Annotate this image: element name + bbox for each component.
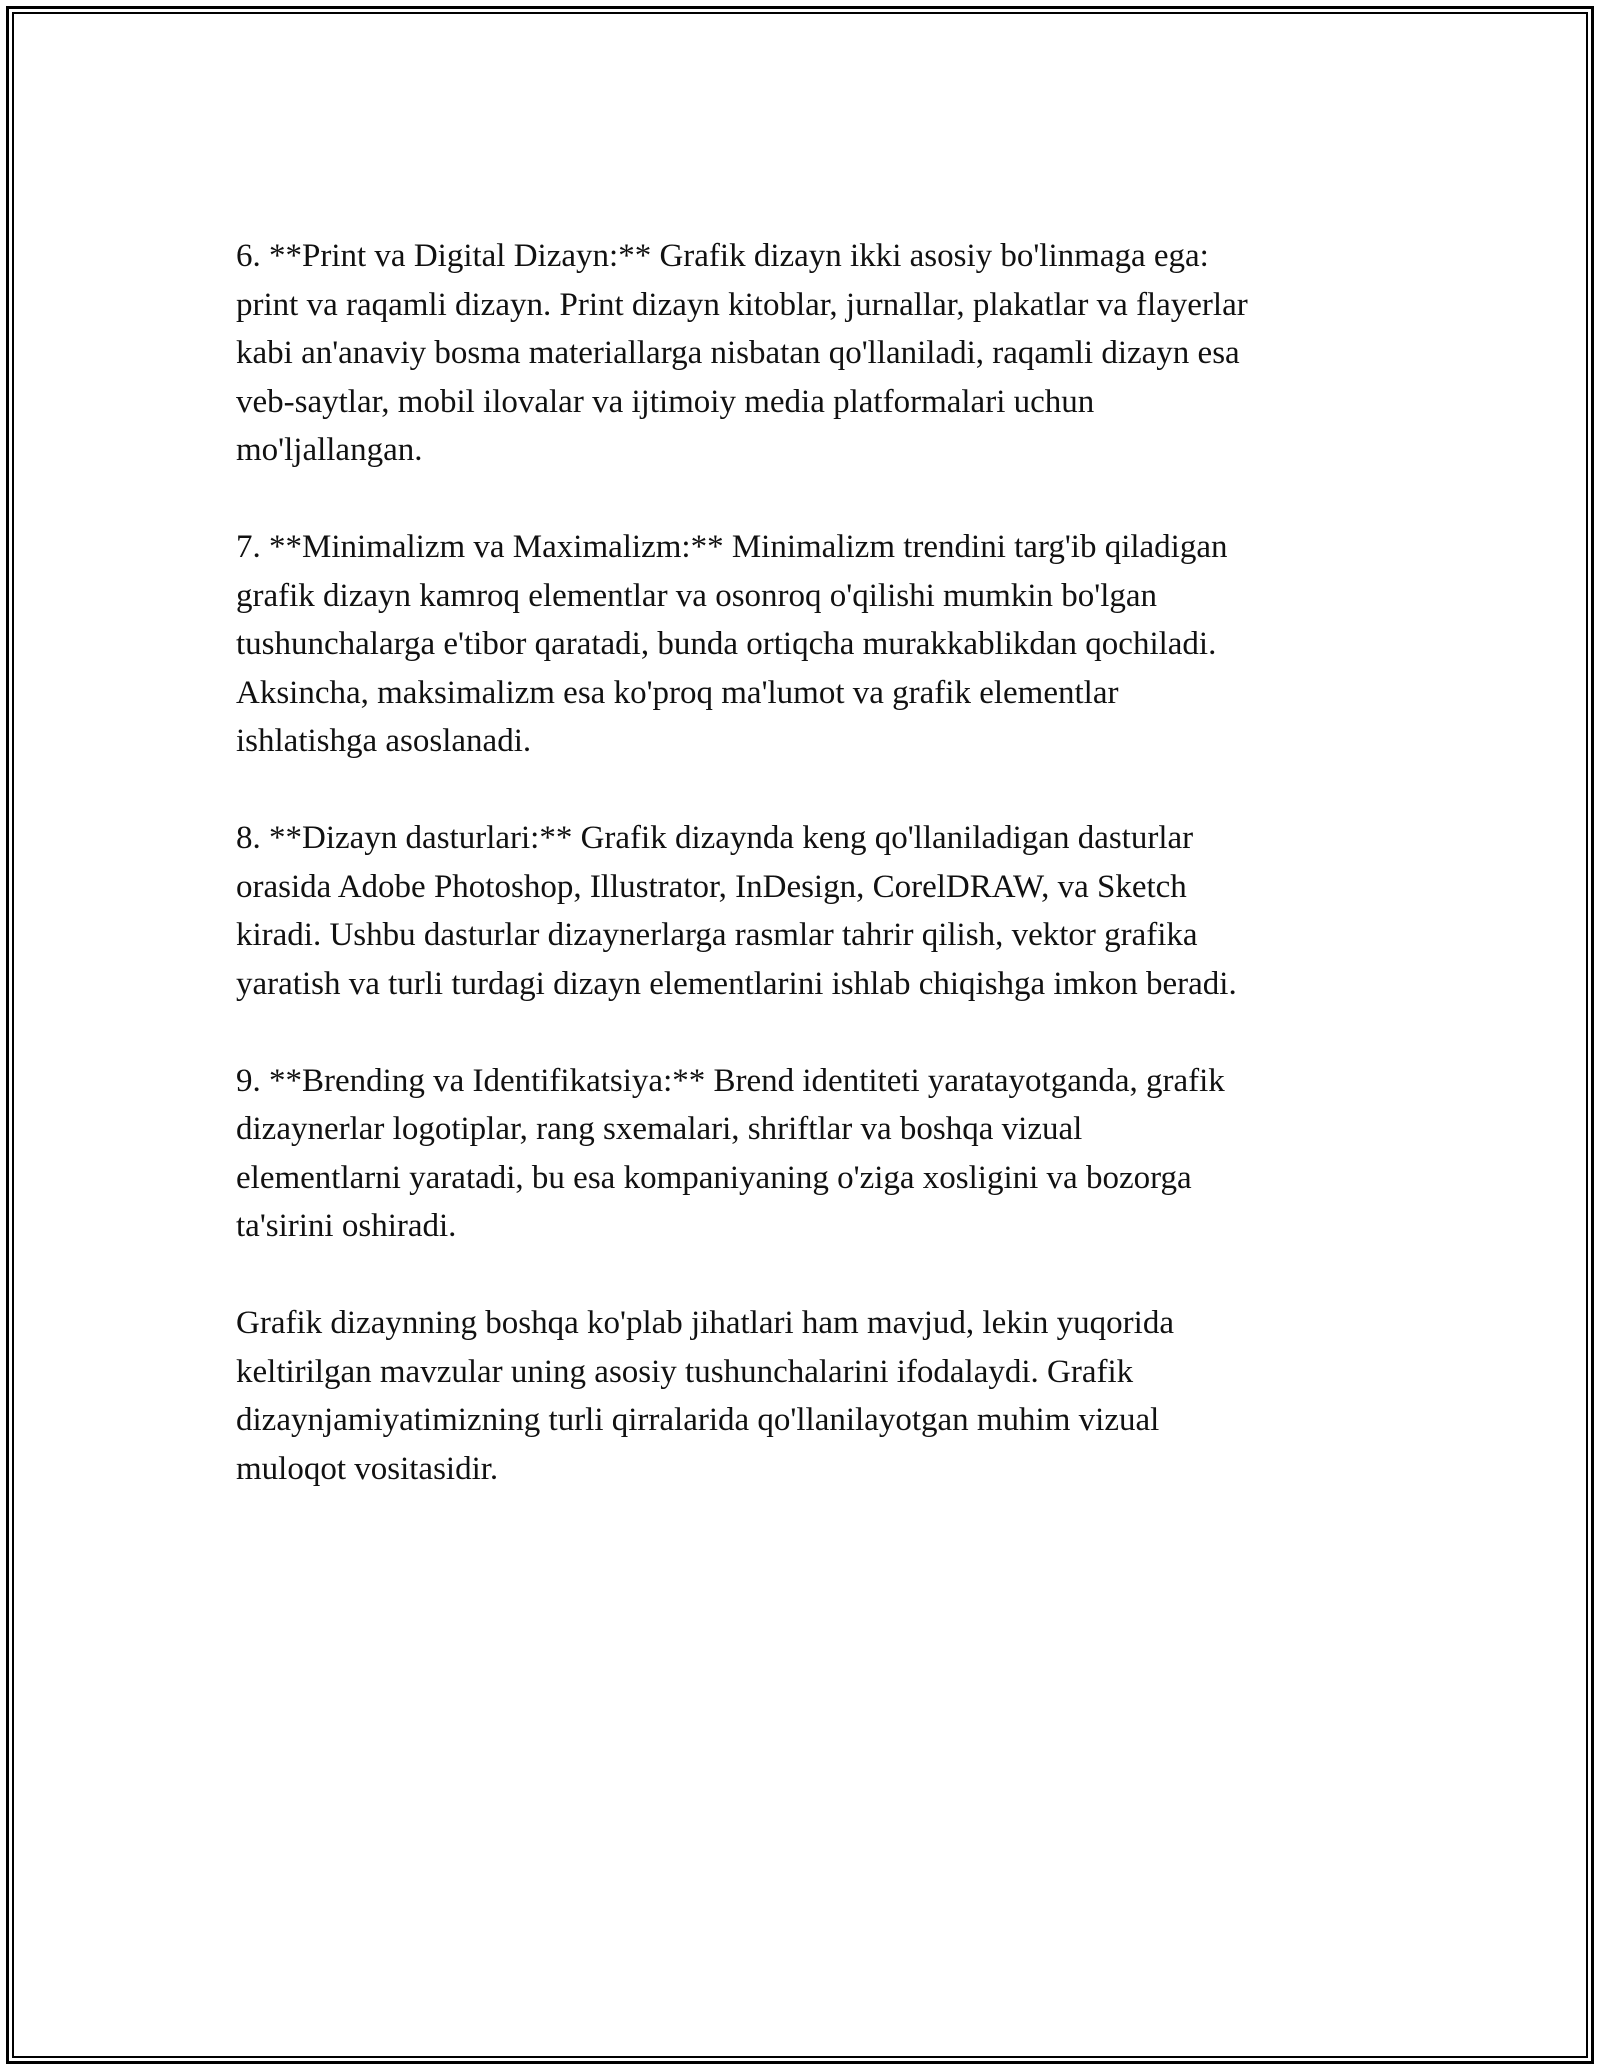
text-line: ishlatishga asoslanadi. — [236, 723, 532, 759]
text-line: dizaynerlar logotiplar, rang sxemalari, shriftlar va boshqa vizual — [236, 1111, 1083, 1147]
paragraph-design-software — [236, 814, 1376, 1008]
text-line: Aksincha, maksimalizm esa ko'proq ma'lumot va grafik elementlar — [236, 674, 1119, 711]
text-line: tushunchalarga e'tibor qaratadi, bunda ortiqcha murakkablikdan qochiladi. — [236, 626, 1217, 662]
text-line: orasida Adobe Photoshop, Illustrator, InDesign, CorelDRAW, va Sketch — [236, 868, 1187, 905]
text-line: 6. **Print va Digital Dizayn:** Grafik dizayn ikki asosiy bo'linmaga ega: — [236, 238, 1209, 274]
text-line: mo'ljallangan. — [236, 432, 423, 468]
text-line: 9. **Brending va Identifikatsiya:** Brend identiteti yaratayotganda, grafik — [236, 1062, 1225, 1099]
text-line: 8. **Dizayn dasturlari:** Grafik dizaynda keng qo'llaniladigan dasturlar — [236, 820, 1194, 856]
document-body — [236, 232, 1376, 1542]
paragraph-print-digital — [236, 232, 1376, 475]
text-line: print va raqamli dizayn. Print dizayn kitoblar, jurnallar, plakatlar va flayerlar — [236, 286, 1248, 323]
text-line: elementlarni yaratadi, bu esa kompaniyaning o'ziga xosligini va bozorga — [236, 1159, 1192, 1196]
text-line: keltirilgan mavzular uning asosiy tushunchalarini ifodalaydi. Grafik — [236, 1353, 1134, 1390]
paragraph-branding — [236, 1057, 1376, 1251]
text-line: ta'sirini oshiradi. — [236, 1208, 457, 1244]
text-line: Grafik dizaynning boshqa ko'plab jihatlari ham mavjud, lekin yuqorida — [236, 1305, 1174, 1341]
text-line: 7. **Minimalizm va Maximalizm:** Minimalizm trendini targ'ib qiladigan — [236, 529, 1228, 565]
text-line: kiradi. Ushbu dasturlar dizaynerlarga rasmlar tahrir qilish, vektor grafika — [236, 917, 1198, 953]
paragraph-conclusion — [236, 1299, 1376, 1493]
text-line: veb-saytlar, mobil ilovalar va ijtimoiy media platformalari uchun — [236, 383, 1095, 420]
text-line: dizaynjamiyatimizning turli qirralarida qo'llanilayotgan muhim vizual — [236, 1402, 1160, 1438]
text-line: muloqot vositasidir. — [236, 1450, 499, 1487]
text-line: yaratish va turli turdagi dizayn elementlarini ishlab chiqishga imkon beradi. — [236, 965, 1237, 1002]
text-line: grafik dizayn kamroq elementlar va osonroq o'qilishi mumkin bo'lgan — [236, 577, 1158, 614]
paragraph-minimalism — [236, 523, 1376, 766]
text-line: kabi an'anaviy bosma materiallarga nisbatan qo'llaniladi, raqamli dizayn esa — [236, 335, 1240, 371]
